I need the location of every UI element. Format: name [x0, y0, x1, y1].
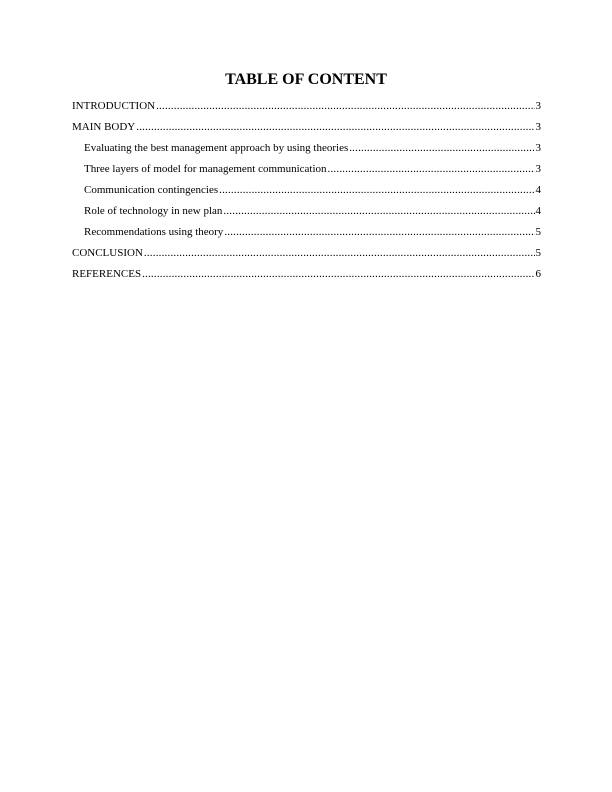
- toc-dot-leader: [223, 201, 534, 222]
- toc-entry-conclusion[interactable]: [72, 243, 541, 264]
- toc-dot-leader: [142, 264, 534, 285]
- toc-page-number: 4: [535, 184, 541, 196]
- toc-dot-leader: [328, 159, 535, 180]
- toc-page-number: 5: [535, 247, 541, 259]
- toc-entry-references[interactable]: [72, 264, 541, 285]
- toc-entry-role-of-technology[interactable]: [72, 201, 541, 222]
- toc-entry-label: REFERENCES: [72, 268, 142, 280]
- toc-page-number: 3: [535, 142, 541, 154]
- toc-dot-leader: [156, 96, 534, 117]
- toc-page-number: 5: [535, 226, 541, 238]
- toc-page-number: 6: [535, 268, 541, 280]
- toc-entry-label: CONCLUSION: [72, 247, 143, 259]
- toc-entry-recommendations[interactable]: [72, 222, 541, 243]
- toc-page-number: 4: [535, 205, 541, 217]
- toc-entry-label: Role of technology in new plan: [84, 205, 223, 217]
- toc-entry-evaluating-management-approach[interactable]: [72, 138, 541, 159]
- toc-entry-communication-contingencies[interactable]: [72, 180, 541, 201]
- toc-entry-label: Communication contingencies: [84, 184, 219, 196]
- toc-entry-label: Three layers of model for management communication: [84, 163, 327, 175]
- page-title: TABLE OF CONTENT: [225, 71, 387, 88]
- toc-page-number: 3: [535, 121, 541, 133]
- toc-dot-leader: [224, 222, 534, 243]
- toc-dot-leader: [144, 243, 535, 264]
- toc-entry-introduction[interactable]: [72, 96, 541, 117]
- toc-entry-label: INTRODUCTION: [72, 100, 156, 112]
- toc-entry-label: Evaluating the best management approach by using theories: [84, 142, 349, 154]
- toc-dot-leader: [136, 117, 534, 138]
- toc-dot-leader: [349, 138, 534, 159]
- toc-entry-main-body[interactable]: [72, 117, 541, 138]
- toc-dot-leader: [219, 180, 534, 201]
- toc-page-number: 3: [535, 100, 541, 112]
- table-of-contents: [72, 96, 541, 285]
- toc-entry-label: MAIN BODY: [72, 121, 136, 133]
- toc-page-number: 3: [535, 163, 541, 175]
- toc-entry-label: Recommendations using theory: [84, 226, 224, 238]
- toc-entry-three-layers-model[interactable]: [72, 159, 541, 180]
